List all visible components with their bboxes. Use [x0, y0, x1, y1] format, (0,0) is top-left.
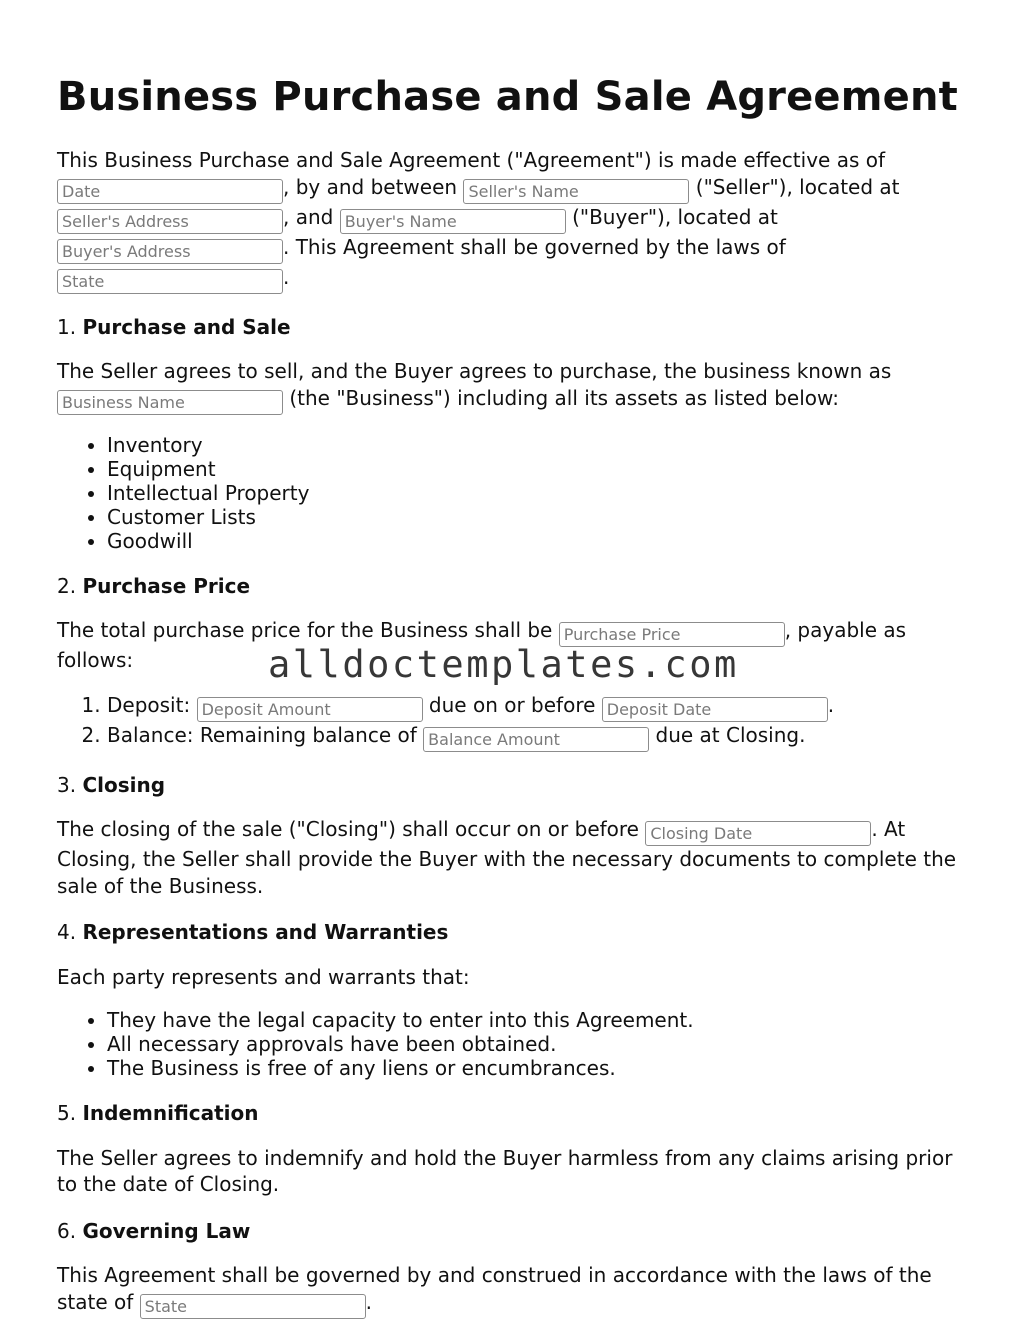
section-number: 6. [57, 1218, 77, 1243]
list-item: • They have the legal capacity to enter into this Agreement. [107, 1008, 972, 1032]
section-title: Representations and Warranties [82, 920, 449, 944]
section-heading-closing [57, 772, 972, 799]
list-item: • Goodwill [107, 529, 972, 553]
date-input[interactable] [57, 179, 283, 204]
intro-text: . [283, 264, 290, 289]
section-heading-purchase-price [57, 573, 972, 600]
paragraph-text: . At Closing, the Seller shall provide the Buyer with the necessary documents to complete the sale of the Business. [57, 817, 957, 898]
section-title: Closing [82, 772, 166, 797]
paragraph-text: . [365, 1289, 373, 1314]
section-heading-governing-law [57, 1218, 972, 1245]
buyer-name-input[interactable] [340, 209, 566, 234]
page-title: Business Purchase and Sale Agreement [57, 74, 958, 120]
indemnification-paragraph: The Seller agrees to indemnify and hold the Buyer harmless from any claims arising prior to the date of Closing. [57, 1145, 953, 1196]
closing-paragraph [57, 816, 972, 899]
balance-text: due at Closing. [655, 722, 806, 747]
deposit-text: due on or before [428, 692, 596, 717]
list-item: • Customer Lists [107, 505, 972, 529]
business-name-input[interactable] [57, 390, 283, 415]
seller-address-input[interactable] [57, 209, 283, 234]
balance-amount-input[interactable] [423, 727, 649, 752]
governing-state-input[interactable] [140, 1294, 366, 1319]
intro-text: ("Seller"), located at [695, 174, 900, 199]
deposit-amount-input[interactable] [197, 697, 423, 722]
deposit-text: . [827, 692, 835, 717]
intro-paragraph [57, 147, 972, 294]
intro-text: This Business Purchase and Sale Agreement ("Agreement") is made effective as of [57, 148, 885, 172]
section-heading-indemnification [57, 1100, 972, 1127]
section-number: 4. [57, 920, 77, 944]
list-item: • All necessary approvals have been obtained. [107, 1032, 972, 1056]
agreement-document [57, 0, 972, 1319]
watermark: alldoctemplates.com [268, 643, 739, 686]
paragraph-text: This Agreement shall be governed by and construed in accordance with the laws of the state of [57, 1263, 932, 1314]
purchase-price-input[interactable] [559, 622, 785, 647]
section-title: Purchase and Sale [82, 314, 291, 339]
section-heading-representations [57, 919, 972, 946]
paragraph-text: The Seller agrees to sell, and the Buyer agrees to purchase, the business known as [57, 359, 892, 383]
governing-law-paragraph [57, 1262, 972, 1319]
intro-text: , by and between [283, 174, 458, 199]
section-title: Governing Law [82, 1218, 251, 1243]
section-number: 2. [57, 573, 77, 598]
list-item-balance [107, 722, 972, 752]
state-input[interactable] [57, 269, 283, 294]
warranties-list [57, 1008, 972, 1080]
list-item: • The Business is free of any liens or encumbrances. [107, 1056, 972, 1080]
intro-text: , and [283, 204, 334, 229]
list-item-deposit [107, 692, 972, 722]
closing-date-input[interactable] [645, 821, 871, 846]
purchase-and-sale-paragraph [57, 358, 972, 415]
section-heading-purchase-and-sale [57, 314, 972, 341]
section-title: Purchase Price [82, 573, 251, 598]
buyer-address-input[interactable] [57, 239, 283, 264]
asset-list [57, 433, 972, 553]
seller-name-input[interactable] [463, 179, 689, 204]
list-item: • Inventory [107, 433, 972, 457]
section-number: 5. [57, 1101, 77, 1125]
payment-terms-list [57, 692, 972, 752]
deposit-label: Deposit: [107, 692, 191, 717]
section-number: 3. [57, 772, 77, 797]
section-title: Indemnification [82, 1101, 259, 1125]
list-item: • Equipment [107, 457, 972, 481]
deposit-date-input[interactable] [602, 697, 828, 722]
section-number: 1. [57, 314, 77, 339]
representations-paragraph: Each party represents and warrants that: [57, 964, 470, 989]
intro-text: ("Buyer"), located at [572, 204, 778, 229]
purchase-price-paragraph [57, 617, 972, 674]
paragraph-text: The total purchase price for the Business shall be [57, 618, 553, 642]
paragraph-text: The closing of the sale ("Closing") shall occur on or before [57, 817, 639, 841]
paragraph-text: (the "Business") including all its assets as listed below: [289, 385, 840, 410]
paragraph-text: , payable as follows: [57, 618, 907, 672]
intro-text: . This Agreement shall be governed by the laws of [283, 234, 786, 259]
balance-label: Balance: Remaining balance of [107, 722, 417, 747]
list-item: • Intellectual Property [107, 481, 972, 505]
